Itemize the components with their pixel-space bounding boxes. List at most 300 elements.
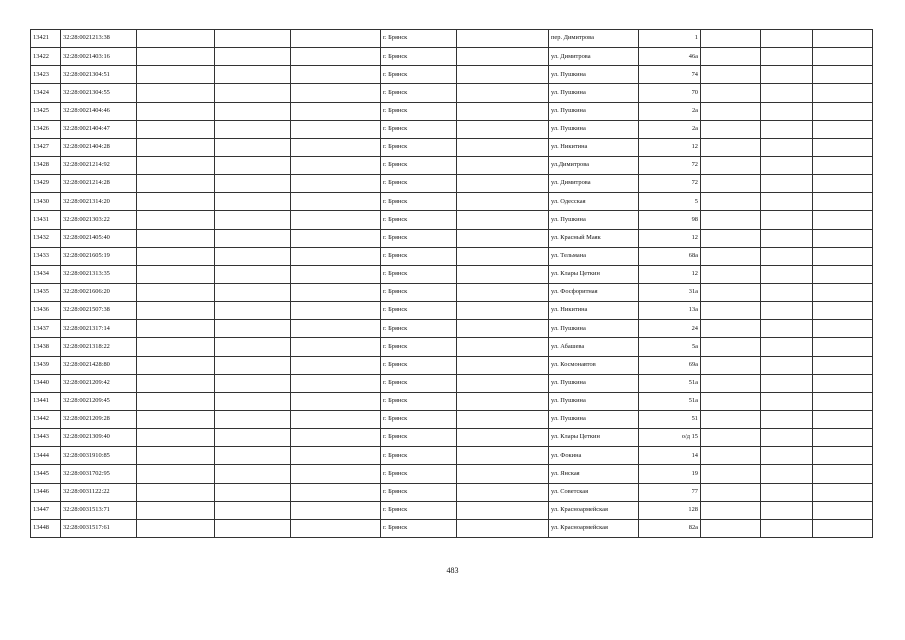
blank-cell [701,229,761,247]
cadastral-number-cell: 32:28:0021405:40 [61,229,137,247]
city-cell: г. Брянск [381,356,457,374]
blank-cell [457,156,549,174]
cadastral-number-cell: 32:28:0021404:47 [61,120,137,138]
blank-cell [761,175,813,193]
cadastral-number-cell: 32:28:0031517:61 [61,519,137,537]
blank-cell [813,175,873,193]
blank-cell [761,138,813,156]
table-row [31,302,873,320]
blank-cell [761,501,813,519]
blank-cell [701,265,761,283]
city-cell: г. Брянск [381,229,457,247]
blank-cell [215,175,291,193]
cadastral-number-cell: 32:28:0021303:22 [61,211,137,229]
blank-cell [701,120,761,138]
row-number-cell: 13439 [31,356,61,374]
blank-cell [701,501,761,519]
blank-cell [137,211,215,229]
blank-cell [457,247,549,265]
blank-cell [137,48,215,66]
cadastral-number-cell: 32:28:0021213:38 [61,30,137,48]
city-cell: г. Брянск [381,211,457,229]
blank-cell [137,30,215,48]
row-number-cell: 13438 [31,338,61,356]
city-cell: г. Брянск [381,501,457,519]
blank-cell [813,302,873,320]
blank-cell [701,247,761,265]
house-number-cell: 68а [639,247,701,265]
blank-cell [701,410,761,428]
city-cell: г. Брянск [381,102,457,120]
cadastral-number-cell: 32:28:0021606:20 [61,283,137,301]
row-number-cell: 13445 [31,465,61,483]
street-cell: ул. Клары Цеткин [549,429,639,447]
blank-cell [761,84,813,102]
blank-cell [457,193,549,211]
street-cell: ул. Космонавтов [549,356,639,374]
blank-cell [137,501,215,519]
table-row [31,66,873,84]
blank-cell [813,138,873,156]
cadastral-number-cell: 32:28:0021605:19 [61,247,137,265]
blank-cell [137,429,215,447]
cadastral-number-cell: 32:28:0021314:20 [61,193,137,211]
blank-cell [291,265,381,283]
row-number-cell: 13428 [31,156,61,174]
blank-cell [457,175,549,193]
blank-cell [701,429,761,447]
city-cell: г. Брянск [381,48,457,66]
blank-cell [137,338,215,356]
street-cell: ул. Никитина [549,302,639,320]
blank-cell [457,483,549,501]
blank-cell [137,392,215,410]
cadastral-number-cell: 32:28:0021404:28 [61,138,137,156]
house-number-cell: о/д 15 [639,429,701,447]
blank-cell [291,429,381,447]
house-number-cell: 31а [639,283,701,301]
row-number-cell: 13436 [31,302,61,320]
blank-cell [137,483,215,501]
table-row [31,447,873,465]
street-cell: ул. Советская [549,483,639,501]
cadastral-number-cell: 32:28:0021209:28 [61,410,137,428]
blank-cell [215,102,291,120]
blank-cell [813,410,873,428]
blank-cell [137,84,215,102]
street-cell: ул. Никитина [549,138,639,156]
house-number-cell: 19 [639,465,701,483]
blank-cell [761,48,813,66]
table-body [31,30,873,538]
blank-cell [813,501,873,519]
blank-cell [761,410,813,428]
blank-cell [137,193,215,211]
cadastral-number-cell: 32:28:0031702:95 [61,465,137,483]
blank-cell [457,84,549,102]
blank-cell [215,48,291,66]
table-row [31,519,873,537]
street-cell: ул. Янская [549,465,639,483]
blank-cell [761,429,813,447]
blank-cell [137,519,215,537]
blank-cell [457,283,549,301]
row-number-cell: 13447 [31,501,61,519]
cadastral-number-cell: 32:28:0021209:42 [61,374,137,392]
table-row [31,338,873,356]
table-row [31,193,873,211]
blank-cell [761,30,813,48]
blank-cell [457,501,549,519]
row-number-cell: 13444 [31,447,61,465]
blank-cell [291,247,381,265]
blank-cell [813,320,873,338]
row-number-cell: 13421 [31,30,61,48]
row-number-cell: 13427 [31,138,61,156]
street-cell: ул.Димитрова [549,156,639,174]
city-cell: г. Брянск [381,338,457,356]
blank-cell [457,410,549,428]
blank-cell [215,302,291,320]
blank-cell [761,374,813,392]
cadastral-number-cell: 32:28:0021403:16 [61,48,137,66]
blank-cell [761,211,813,229]
house-number-cell: 128 [639,501,701,519]
table-row [31,465,873,483]
table-row [31,501,873,519]
blank-cell [215,410,291,428]
cadastral-number-cell: 32:28:0021318:22 [61,338,137,356]
table-row [31,175,873,193]
blank-cell [137,265,215,283]
blank-cell [701,338,761,356]
blank-cell [215,392,291,410]
blank-cell [457,356,549,374]
blank-cell [215,211,291,229]
city-cell: г. Брянск [381,175,457,193]
street-cell: ул. Абашева [549,338,639,356]
house-number-cell: 24 [639,320,701,338]
street-cell: ул. Красноармейская [549,501,639,519]
street-cell: ул. Димитрова [549,48,639,66]
table-row [31,410,873,428]
row-number-cell: 13429 [31,175,61,193]
blank-cell [291,175,381,193]
house-number-cell: 12 [639,229,701,247]
blank-cell [761,247,813,265]
blank-cell [457,66,549,84]
city-cell: г. Брянск [381,410,457,428]
row-number-cell: 13434 [31,265,61,283]
house-number-cell: 72 [639,156,701,174]
city-cell: г. Брянск [381,247,457,265]
house-number-cell: 77 [639,483,701,501]
street-cell: ул. Фосфоритная [549,283,639,301]
city-cell: г. Брянск [381,447,457,465]
blank-cell [761,193,813,211]
city-cell: г. Брянск [381,320,457,338]
row-number-cell: 13433 [31,247,61,265]
cadastral-number-cell: 32:28:0021404:46 [61,102,137,120]
house-number-cell: 74 [639,66,701,84]
cadastral-number-cell: 32:28:0021428:80 [61,356,137,374]
blank-cell [813,356,873,374]
blank-cell [701,175,761,193]
city-cell: г. Брянск [381,120,457,138]
city-cell: г. Брянск [381,193,457,211]
blank-cell [291,66,381,84]
page-number: 483 [446,566,459,575]
row-number-cell: 13437 [31,320,61,338]
row-number-cell: 13435 [31,283,61,301]
blank-cell [813,66,873,84]
blank-cell [701,30,761,48]
blank-cell [215,483,291,501]
blank-cell [813,338,873,356]
blank-cell [457,447,549,465]
blank-cell [701,447,761,465]
house-number-cell: 13а [639,302,701,320]
house-number-cell: 82а [639,519,701,537]
blank-cell [457,211,549,229]
blank-cell [215,247,291,265]
blank-cell [813,247,873,265]
blank-cell [215,356,291,374]
city-cell: г. Брянск [381,392,457,410]
street-cell: ул. Фокина [549,447,639,465]
city-cell: г. Брянск [381,265,457,283]
blank-cell [457,429,549,447]
blank-cell [813,156,873,174]
blank-cell [457,519,549,537]
blank-cell [761,338,813,356]
table-row [31,392,873,410]
blank-cell [137,138,215,156]
city-cell: г. Брянск [381,302,457,320]
row-number-cell: 13448 [31,519,61,537]
row-number-cell: 13424 [31,84,61,102]
blank-cell [215,501,291,519]
blank-cell [215,120,291,138]
blank-cell [137,120,215,138]
blank-cell [137,156,215,174]
cadastral-number-cell: 32:28:0021304:51 [61,66,137,84]
blank-cell [761,120,813,138]
house-number-cell: 2а [639,102,701,120]
blank-cell [701,211,761,229]
blank-cell [761,447,813,465]
row-number-cell: 13430 [31,193,61,211]
table-row [31,374,873,392]
blank-cell [215,283,291,301]
blank-cell [291,356,381,374]
blank-cell [137,447,215,465]
row-number-cell: 13442 [31,410,61,428]
blank-cell [761,483,813,501]
row-number-cell: 13443 [31,429,61,447]
blank-cell [137,356,215,374]
street-cell: ул. Пушкина [549,120,639,138]
blank-cell [813,447,873,465]
table-row [31,247,873,265]
street-cell: ул. Пушкина [549,320,639,338]
blank-cell [291,120,381,138]
blank-cell [701,48,761,66]
table-row [31,356,873,374]
table-row [31,120,873,138]
blank-cell [291,374,381,392]
blank-cell [761,302,813,320]
blank-cell [215,374,291,392]
blank-cell [761,229,813,247]
blank-cell [813,483,873,501]
city-cell: г. Брянск [381,66,457,84]
blank-cell [137,247,215,265]
blank-cell [215,66,291,84]
table-row [31,320,873,338]
house-number-cell: 1 [639,30,701,48]
blank-cell [215,429,291,447]
blank-cell [761,465,813,483]
blank-cell [761,392,813,410]
cadastral-number-cell: 32:28:0021313:35 [61,265,137,283]
blank-cell [215,320,291,338]
blank-cell [457,338,549,356]
blank-cell [761,320,813,338]
city-cell: г. Брянск [381,30,457,48]
blank-cell [291,302,381,320]
cadastral-number-cell: 32:28:0031910:85 [61,447,137,465]
blank-cell [701,193,761,211]
cadastral-number-cell: 32:28:0021507:38 [61,302,137,320]
blank-cell [457,392,549,410]
blank-cell [215,156,291,174]
blank-cell [137,465,215,483]
blank-cell [457,229,549,247]
blank-cell [291,229,381,247]
street-cell: ул. Пушкина [549,374,639,392]
house-number-cell: 5а [639,338,701,356]
blank-cell [137,320,215,338]
city-cell: г. Брянск [381,374,457,392]
blank-cell [701,66,761,84]
cadastral-number-cell: 32:28:0031513:71 [61,501,137,519]
house-number-cell: 69а [639,356,701,374]
table-row [31,429,873,447]
blank-cell [457,102,549,120]
cadastral-number-cell: 32:28:0021209:45 [61,392,137,410]
blank-cell [813,120,873,138]
house-number-cell: 12 [639,265,701,283]
blank-cell [215,30,291,48]
street-cell: ул. Тельмана [549,247,639,265]
house-number-cell: 5 [639,193,701,211]
city-cell: г. Брянск [381,465,457,483]
blank-cell [291,193,381,211]
blank-cell [701,374,761,392]
table-row [31,102,873,120]
blank-cell [215,465,291,483]
city-cell: г. Брянск [381,483,457,501]
blank-cell [137,302,215,320]
house-number-cell: 70 [639,84,701,102]
table-row [31,156,873,174]
blank-cell [813,374,873,392]
city-cell: г. Брянск [381,84,457,102]
street-cell: ул. Пушкина [549,84,639,102]
house-number-cell: 51а [639,392,701,410]
row-number-cell: 13423 [31,66,61,84]
blank-cell [701,138,761,156]
street-cell: ул. Одесская [549,193,639,211]
table-row [31,283,873,301]
cadastral-number-cell: 32:28:0021317:14 [61,320,137,338]
blank-cell [215,229,291,247]
row-number-cell: 13446 [31,483,61,501]
street-cell: ул. Пушкина [549,66,639,84]
row-number-cell: 13431 [31,211,61,229]
row-number-cell: 13425 [31,102,61,120]
blank-cell [291,48,381,66]
table-row [31,48,873,66]
blank-cell [215,84,291,102]
blank-cell [813,30,873,48]
street-cell: ул. Пушкина [549,392,639,410]
table-row [31,138,873,156]
blank-cell [291,320,381,338]
blank-cell [701,302,761,320]
blank-cell [701,320,761,338]
blank-cell [813,519,873,537]
blank-cell [701,283,761,301]
blank-cell [701,156,761,174]
blank-cell [761,356,813,374]
blank-cell [291,102,381,120]
house-number-cell: 14 [639,447,701,465]
street-cell: ул. Клары Цеткин [549,265,639,283]
blank-cell [137,102,215,120]
blank-cell [701,102,761,120]
table-row [31,30,873,48]
blank-cell [457,30,549,48]
blank-cell [761,519,813,537]
blank-cell [137,175,215,193]
table-row [31,265,873,283]
blank-cell [813,84,873,102]
city-cell: г. Брянск [381,429,457,447]
blank-cell [215,447,291,465]
blank-cell [813,48,873,66]
blank-cell [291,211,381,229]
blank-cell [761,156,813,174]
blank-cell [813,392,873,410]
house-number-cell: 46а [639,48,701,66]
city-cell: г. Брянск [381,156,457,174]
blank-cell [137,410,215,428]
blank-cell [215,519,291,537]
blank-cell [291,283,381,301]
blank-cell [215,193,291,211]
blank-cell [291,465,381,483]
blank-cell [701,465,761,483]
blank-cell [291,30,381,48]
blank-cell [137,229,215,247]
blank-cell [761,66,813,84]
row-number-cell: 13422 [31,48,61,66]
blank-cell [291,84,381,102]
blank-cell [137,66,215,84]
row-number-cell: 13441 [31,392,61,410]
